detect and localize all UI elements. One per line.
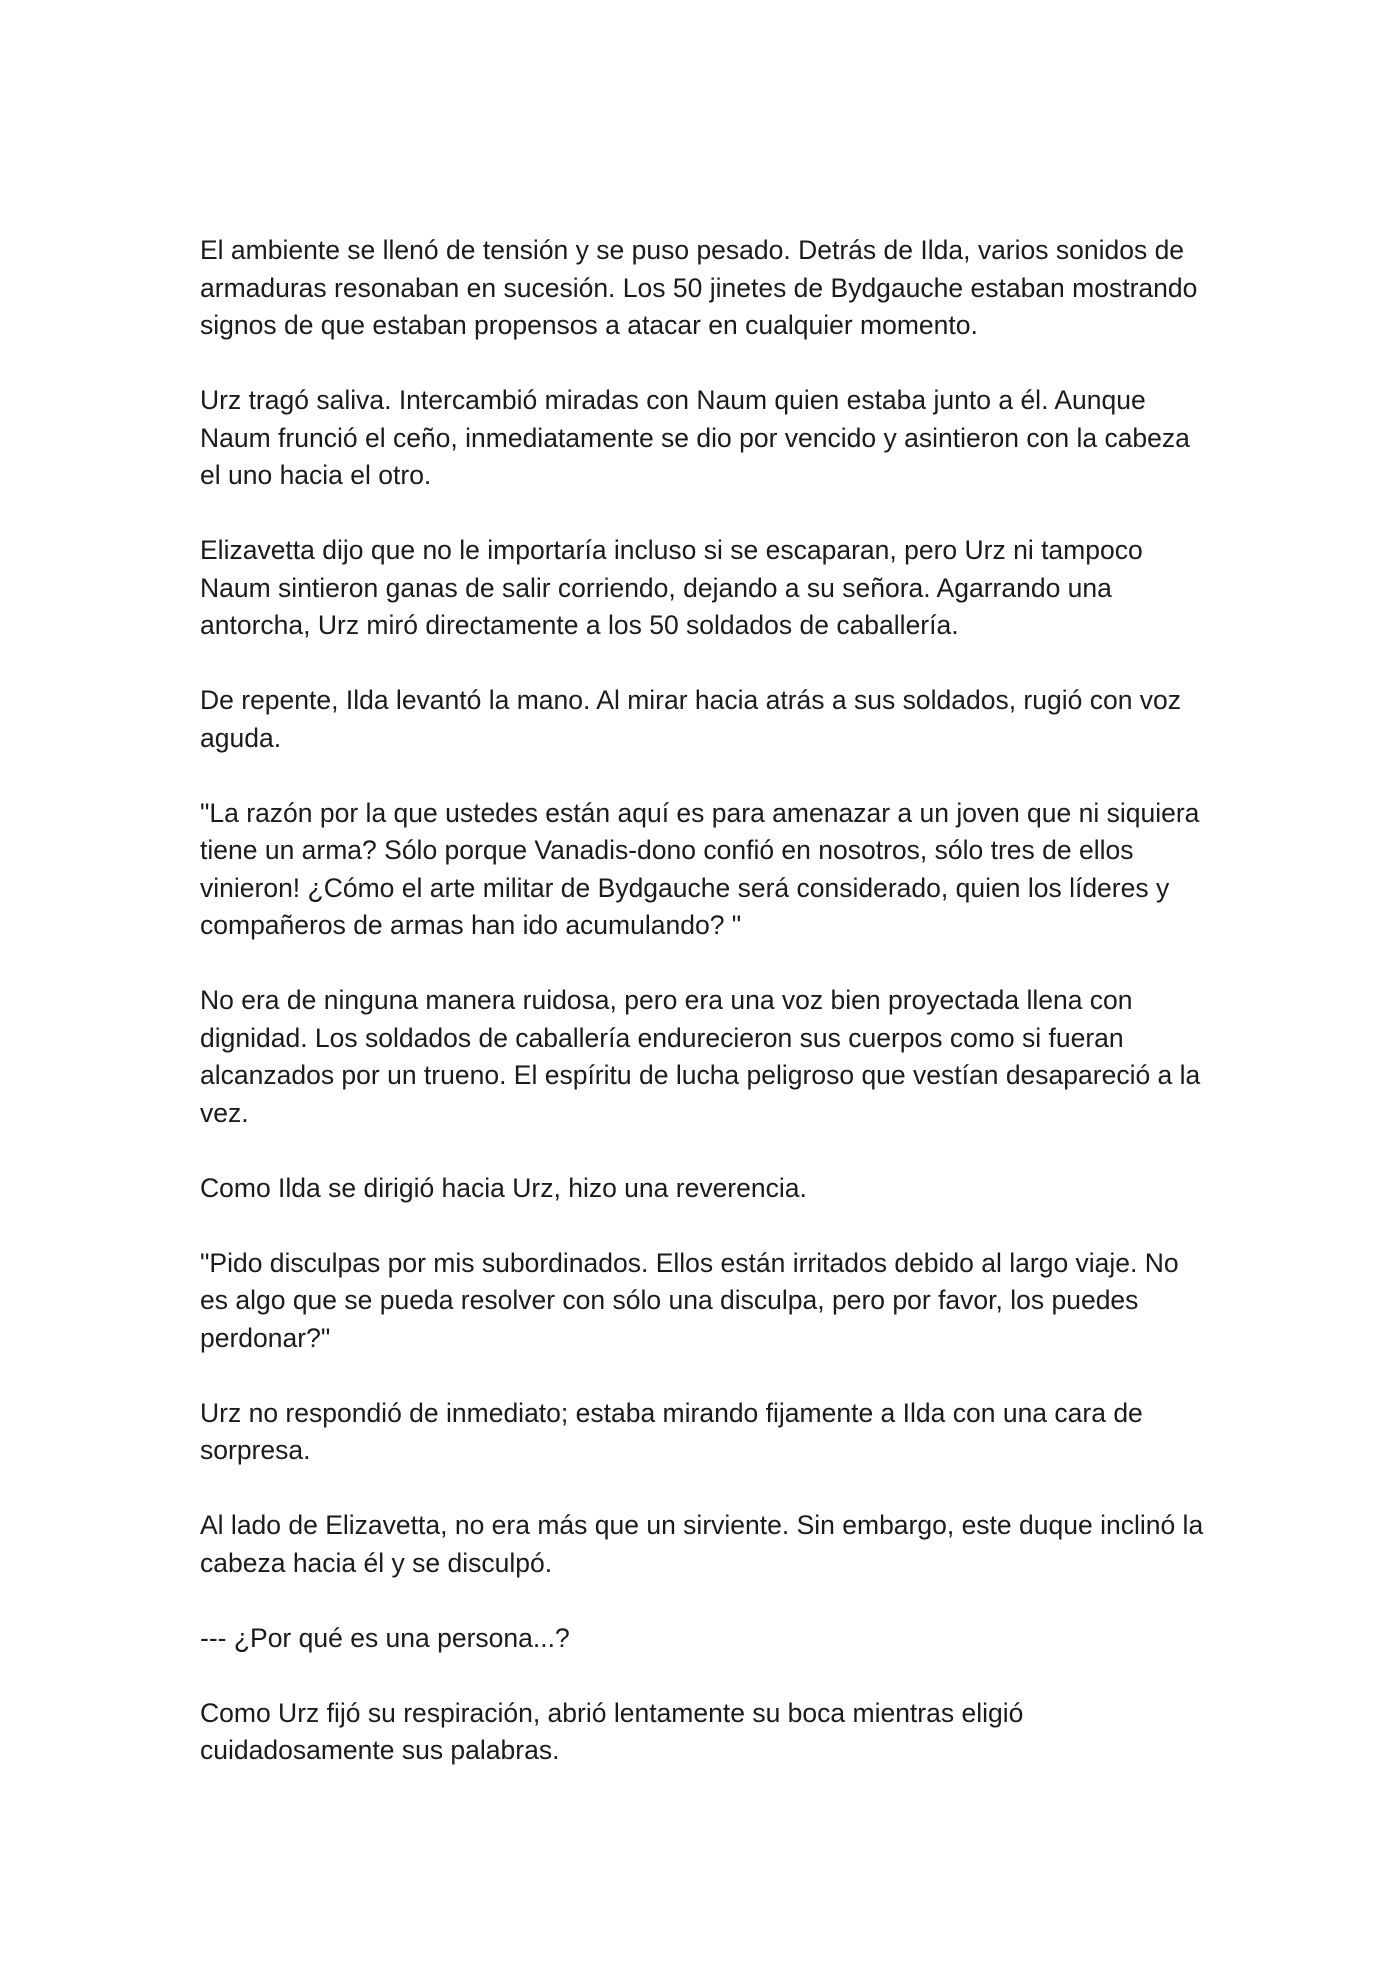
paragraph-10: Al lado de Elizavetta, no era más que un sirviente. Sin embargo, este duque inclinó la cabeza hacia él y se disculpó. xyxy=(200,1510,1204,1578)
paragraph-6: No era de ninguna manera ruidosa, pero era una voz bien proyectada llena con dignidad. Los soldados de caballería endurecieron sus cuerpos como si fueran alcanzados por un trueno. El espíritu de lucha peligroso que vestían desapareció a la vez. xyxy=(200,985,1201,1128)
paragraph-4: De repente, Ilda levantó la mano. Al mirar hacia atrás a sus soldados, rugió con voz aguda. xyxy=(200,685,1182,753)
paragraph-1: El ambiente se llenó de tensión y se puso pesado. Detrás de Ilda, varios sonidos de armaduras resonaban en sucesión. Los 50 jinetes de Bydgauche estaban mostrando signos de que estaban propensos a atacar en cualquier momento. xyxy=(200,235,1198,340)
paragraph-8: "Pido disculpas por mis subordinados. Ellos están irritados debido al largo viaje. No es algo que se pueda resolver con sólo una disculpa, pero por favor, los puedes perdonar?" xyxy=(200,1247,1179,1353)
paragraph-12: Como Urz fijó su respiración, abrió lentamente su boca mientras eligió cuidadosamente sus palabras. xyxy=(200,1697,1024,1765)
paragraph-9: Urz no respondió de inmediato; estaba mirando fijamente a Ilda con una cara de sorpresa. xyxy=(200,1397,1143,1465)
document-body xyxy=(200,232,1210,1770)
paragraph-5: "La razón por la que ustedes están aquí es para amenazar a un joven que ni siquiera tiene un arma? Sólo porque Vanadis-dono confió en nosotros, sólo tres de ellos vinieron! ¿Cómo el arte militar de Bydgauche será considerado, quien los líderes y compañeros de armas han ido acumulando? " xyxy=(200,797,1200,940)
paragraph-7: Como Ilda se dirigió hacia Urz, hizo una reverencia. xyxy=(200,1172,807,1203)
paragraph-2: Urz tragó saliva. Intercambió miradas con Naum quien estaba junto a él. Aunque Naum frunció el ceño, inmediatamente se dio por vencido y asintieron con la cabeza el uno hacia el otro. xyxy=(200,385,1190,490)
paragraph-3: Elizavetta dijo que no le importaría incluso si se escaparan, pero Urz ni tampoco Naum sintieron ganas de salir corriendo, dejando a su señora. Agarrando una antorcha, Urz miró directamente a los 50 soldados de caballería. xyxy=(200,535,1143,640)
paragraph-11: --- ¿Por qué es una persona...? xyxy=(200,1622,570,1653)
